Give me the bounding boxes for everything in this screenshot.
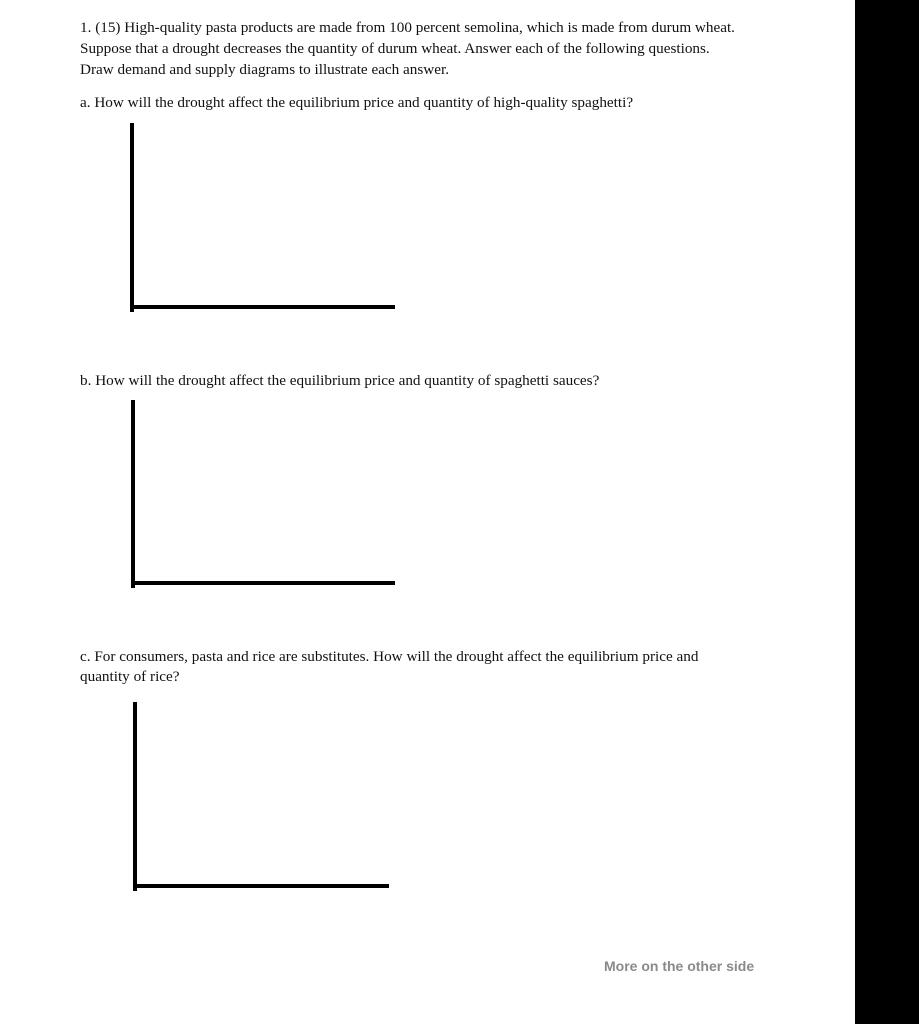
diagram-b-y-axis — [131, 400, 135, 588]
viewer-dark-margin — [855, 0, 919, 1024]
part-c-question: c. For consumers, pasta and rice are substitutes. How will the drought affect the equilibrium price and quantity of rice? — [80, 648, 699, 685]
diagram-a-x-axis — [130, 305, 395, 309]
more-on-other-side-note: More on the other side — [604, 958, 755, 974]
diagram-c-x-axis — [133, 884, 389, 888]
part-b-question: b. How will the drought affect the equilibrium price and quantity of spaghetti sauces? — [80, 372, 600, 389]
diagram-a-y-axis — [130, 123, 134, 312]
part-a-question: a. How will the drought affect the equilibrium price and quantity of high-quality spaghetti? — [80, 94, 634, 111]
question-1-intro — [80, 17, 740, 80]
diagram-b-x-axis — [131, 581, 395, 585]
diagram-c-y-axis — [133, 702, 137, 891]
question-1-text: 1. (15) High-quality pasta products are made from 100 percent semolina, which is made from durum wheat. Suppose that a drought decreases the quantity of durum wheat. Answer each of the following questions. Draw demand and supply diagrams to illustrate each answer. — [80, 19, 735, 78]
